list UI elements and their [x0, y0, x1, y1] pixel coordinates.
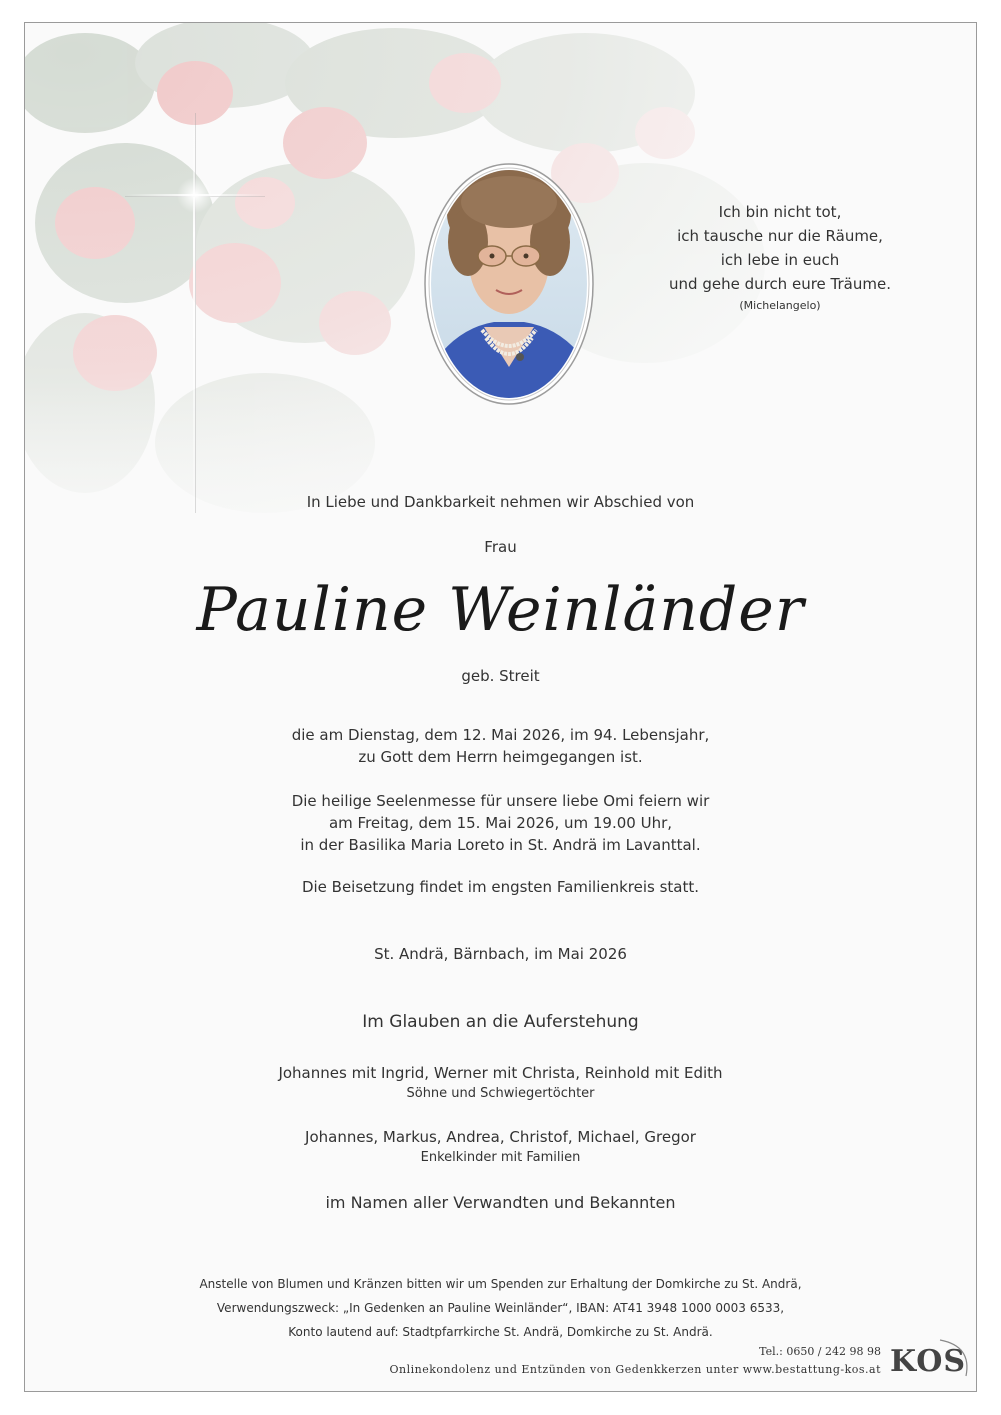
- kos-logo: KOS: [890, 1344, 967, 1379]
- donation-line: Konto lautend auf: Stadtpfarrkirche St. Andrä, Domkirche zu St. Andrä.: [288, 1325, 713, 1339]
- place-date: St. Andrä, Bärnbach, im Mai 2026: [374, 945, 627, 963]
- mass-line: in der Basilika Maria Loreto in St. Andrä im Lavanttal.: [300, 836, 701, 854]
- family-grandchildren: Johannes, Markus, Andrea, Christof, Michael, Gregor: [305, 1128, 696, 1146]
- logo-arc-icon: [880, 1336, 975, 1386]
- quote-line: ich lebe in euch: [720, 251, 840, 269]
- quote-author: (Michelangelo): [739, 299, 821, 312]
- quote-line: ich tausche nur die Räume,: [677, 227, 883, 245]
- donation-line: Anstelle von Blumen und Kränzen bitten wir um Spenden zur Erhaltung der Domkirche zu St. Andrä,: [199, 1277, 802, 1291]
- quote-line: Ich bin nicht tot,: [718, 203, 842, 221]
- salutation: Frau: [484, 538, 517, 556]
- cross-icon: [25, 23, 285, 543]
- intro-text: In Liebe und Dankbarkeit nehmen wir Abschied von: [306, 493, 695, 511]
- family-closing: im Namen aller Verwandten und Bekannten: [325, 1193, 676, 1212]
- portrait-photo: [424, 162, 594, 406]
- faith-line: Im Glauben an die Auferstehung: [362, 1012, 639, 1032]
- footer-phone: Tel.: 0650 / 242 98 98: [759, 1345, 881, 1358]
- quote-line: und gehe durch eure Träume.: [669, 275, 891, 293]
- family-grandchildren-label: Enkelkinder mit Familien: [420, 1150, 581, 1165]
- maiden-name: geb. Streit: [461, 667, 540, 685]
- donation-line: Verwendungszweck: „In Gedenken an Pauline Weinländer“, IBAN: AT41 3948 1000 0003 6533,: [216, 1301, 785, 1315]
- family-sons-label: Söhne und Schwiegertöchter: [406, 1086, 595, 1101]
- mass-line: Die heilige Seelenmesse für unsere liebe Omi feiern wir: [291, 792, 710, 810]
- mass-line: am Freitag, dem 15. Mai 2026, um 19.00 Uhr,: [328, 814, 673, 832]
- footer-online: Onlinekondolenz und Entzünden von Gedenkkerzen unter www.bestattung-kos.at: [389, 1363, 881, 1376]
- donation-note: [0, 1272, 1001, 1344]
- family-sons: Johannes mit Ingrid, Werner mit Christa, Reinhold mit Edith: [278, 1064, 723, 1082]
- death-line: zu Gott dem Herrn heimgegangen ist.: [358, 748, 643, 766]
- mass-notice: [0, 790, 1001, 856]
- burial-notice: Die Beisetzung findet im engsten Familienkreis statt.: [301, 878, 700, 896]
- deceased-name: Pauline Weinländer: [196, 575, 805, 645]
- death-line: die am Dienstag, dem 12. Mai 2026, im 94. Lebensjahr,: [291, 726, 710, 744]
- death-notice: [0, 724, 1001, 768]
- quote-block: [640, 200, 920, 316]
